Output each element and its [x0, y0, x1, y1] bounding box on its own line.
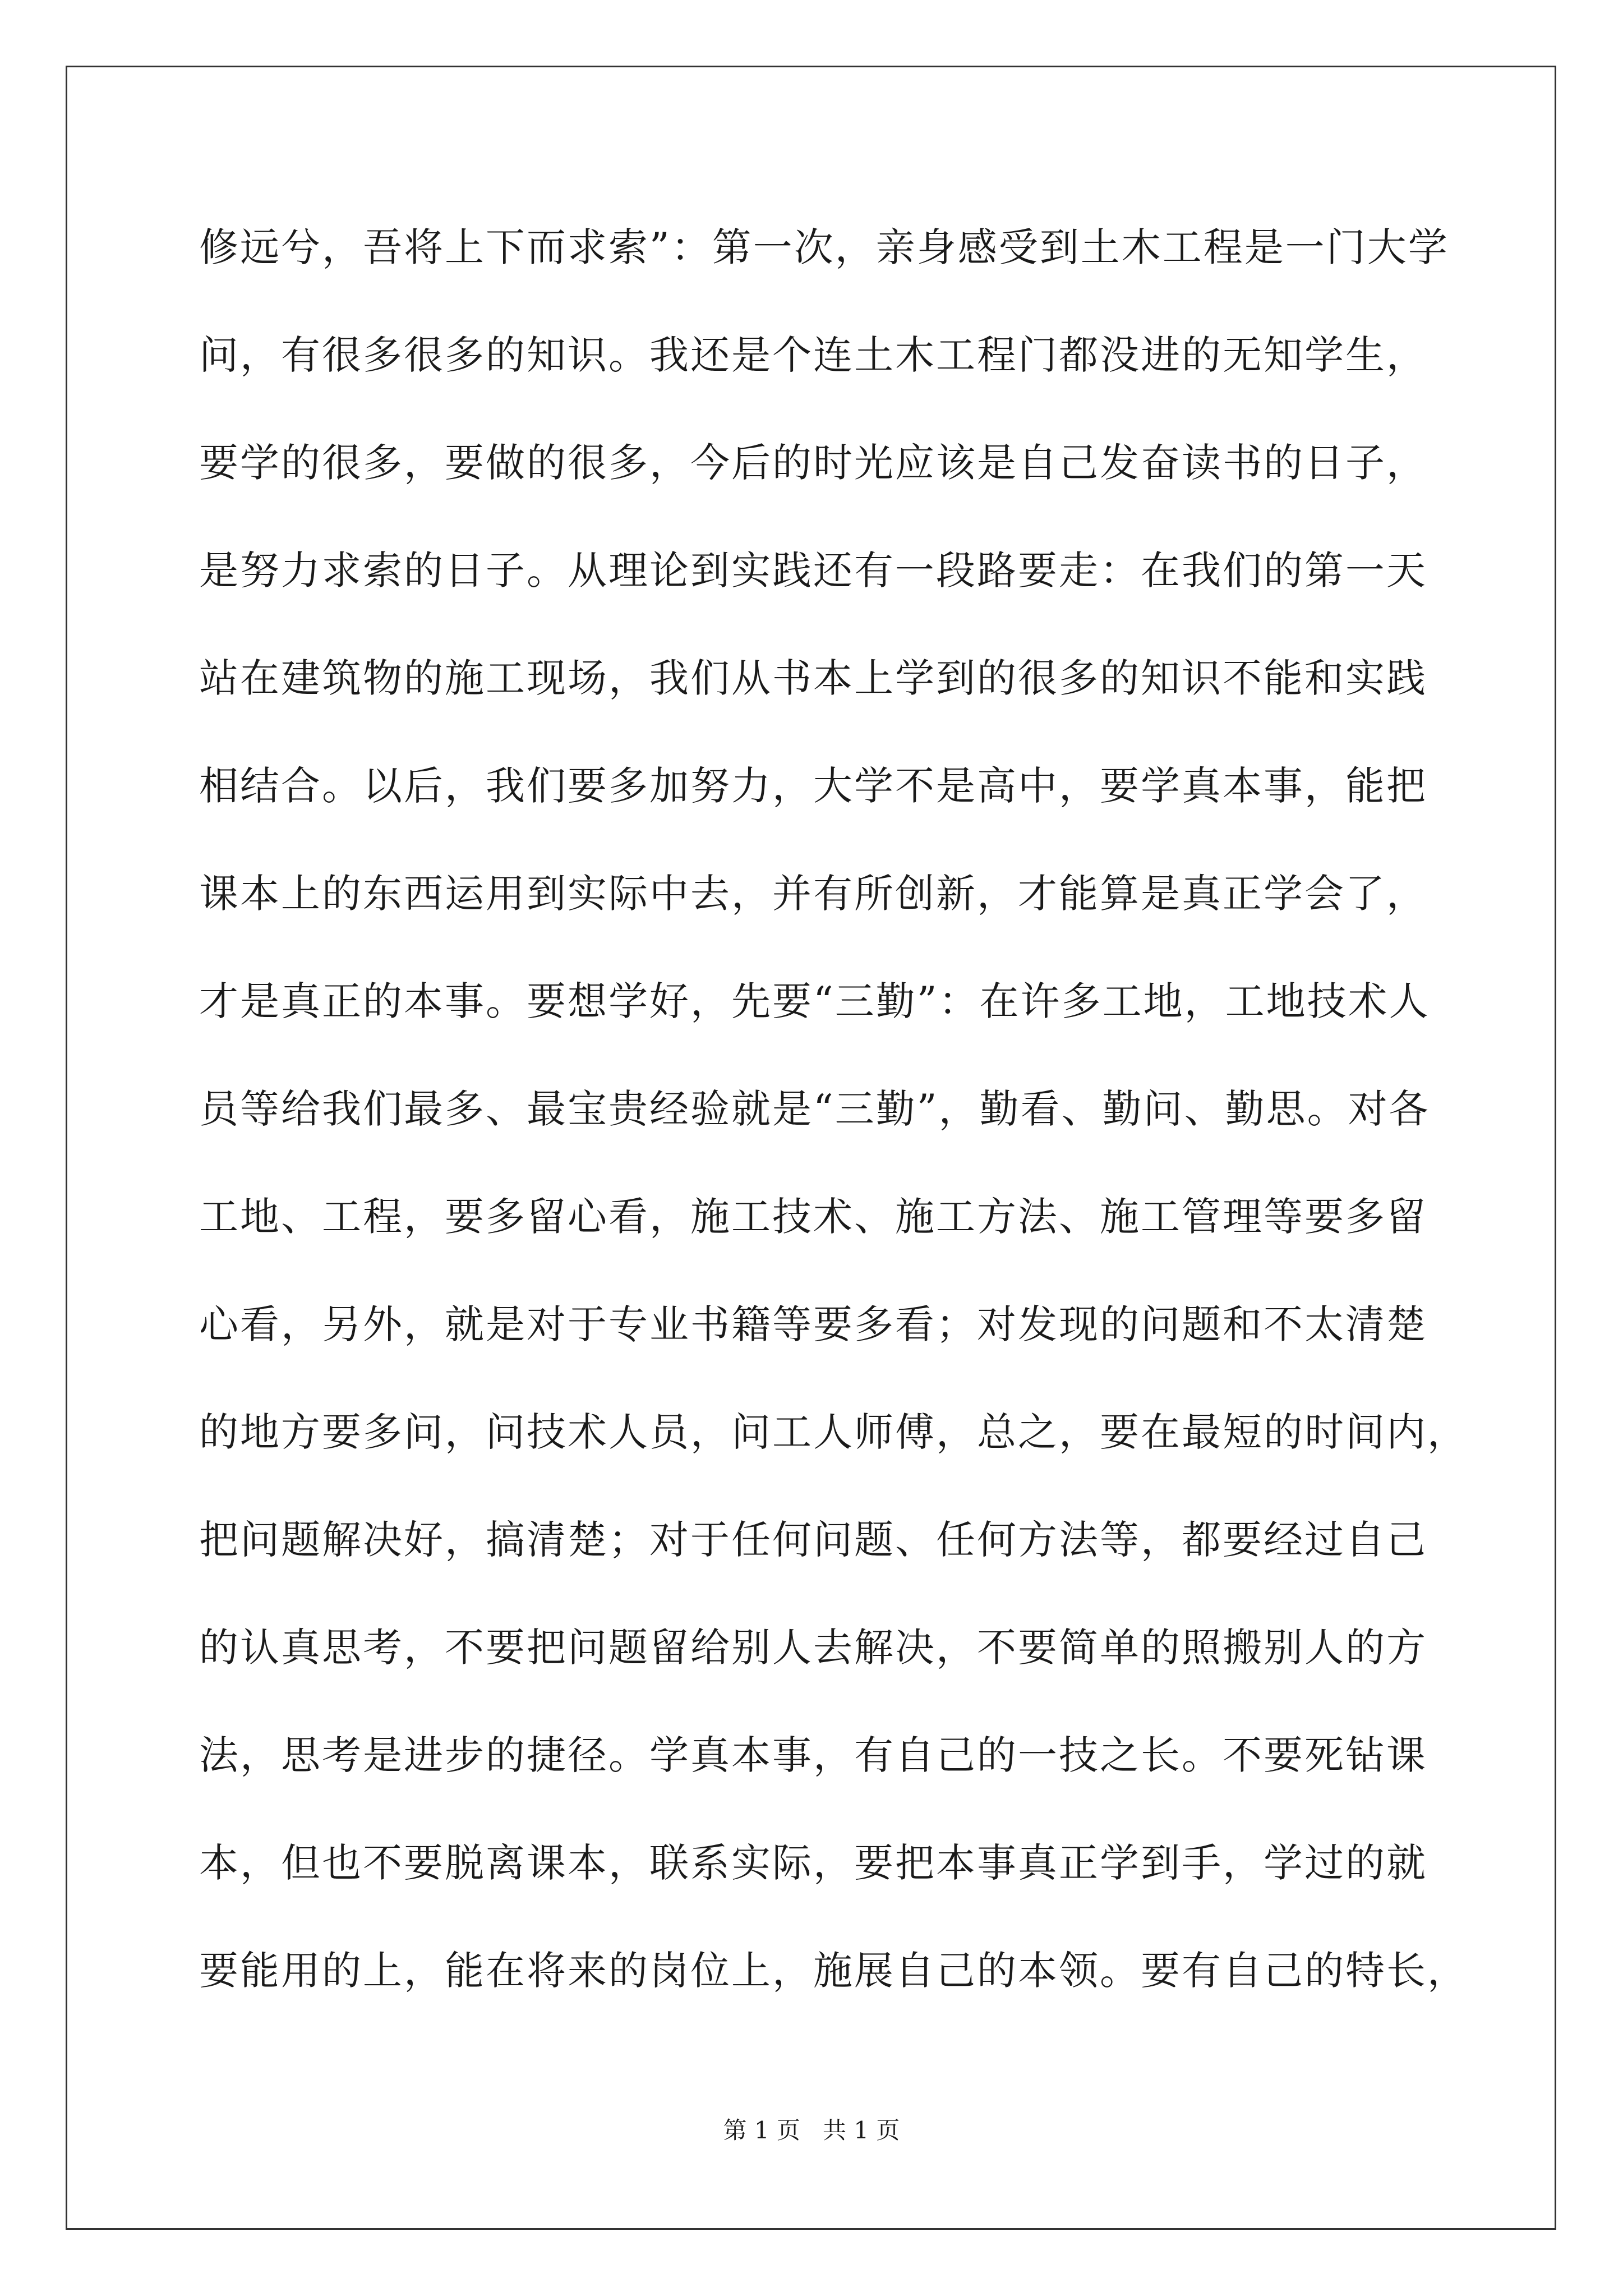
text-line: 法，思考是进步的捷径。学真本事，有自己的一技之长。不要死钻课: [199, 1732, 1427, 1778]
page-number: 第 1 页: [723, 2116, 800, 2144]
text-line: 才是真正的本事。要想学好，先要“三勤”：在许多工地，工地技术人: [199, 978, 1430, 1024]
text-line: 心看，另外，就是对于专业书籍等要多看；对发现的问题和不太清楚: [199, 1301, 1427, 1347]
text-line: 的地方要多问，问技术人员，问工人师傅，总之，要在最短的时间内，: [199, 1409, 1468, 1455]
text-line: 工地、工程，要多留心看，施工技术、施工方法、施工管理等要多留: [199, 1194, 1427, 1240]
text-line: 要学的很多，要做的很多，今后的时光应该是自己发奋读书的日子，: [199, 440, 1427, 486]
document-body: [199, 222, 1467, 2053]
page-total: 共 1 页: [823, 2116, 900, 2144]
page-footer: [0, 2112, 1623, 2146]
text-line: 把问题解决好，搞清楚；对于任何问题、任何方法等，都要经过自己: [199, 1517, 1427, 1563]
text-line: 相结合。以后，我们要多加努力，大学不是高中，要学真本事，能把: [199, 763, 1427, 809]
text-line: 本，但也不要脱离课本，联系实际，要把本事真正学到手，学过的就: [199, 1840, 1427, 1886]
text-line: 课本上的东西运用到实际中去，并有所创新，才能算是真正学会了，: [199, 871, 1427, 917]
text-line: 是努力求索的日子。从理论到实践还有一段路要走：在我们的第一天: [199, 547, 1427, 593]
text-line: 的认真思考，不要把问题留给别人去解决，不要简单的照搬别人的方: [199, 1625, 1427, 1671]
text-line: 修远兮，吾将上下而求索”：第一次，亲身感受到土木工程是一门大学: [199, 224, 1449, 270]
text-line: 员等给我们最多、最宝贵经验就是“三勤”，勤看、勤问、勤思。对各: [199, 1086, 1430, 1132]
text-line: 站在建筑物的施工现场，我们从书本上学到的很多的知识不能和实践: [199, 655, 1427, 701]
text-line: 问，有很多很多的知识。我还是个连土木工程门都没进的无知学生，: [199, 332, 1427, 378]
text-line: 要能用的上，能在将来的岗位上，施展自己的本领。要有自己的特长，: [199, 1948, 1468, 1994]
